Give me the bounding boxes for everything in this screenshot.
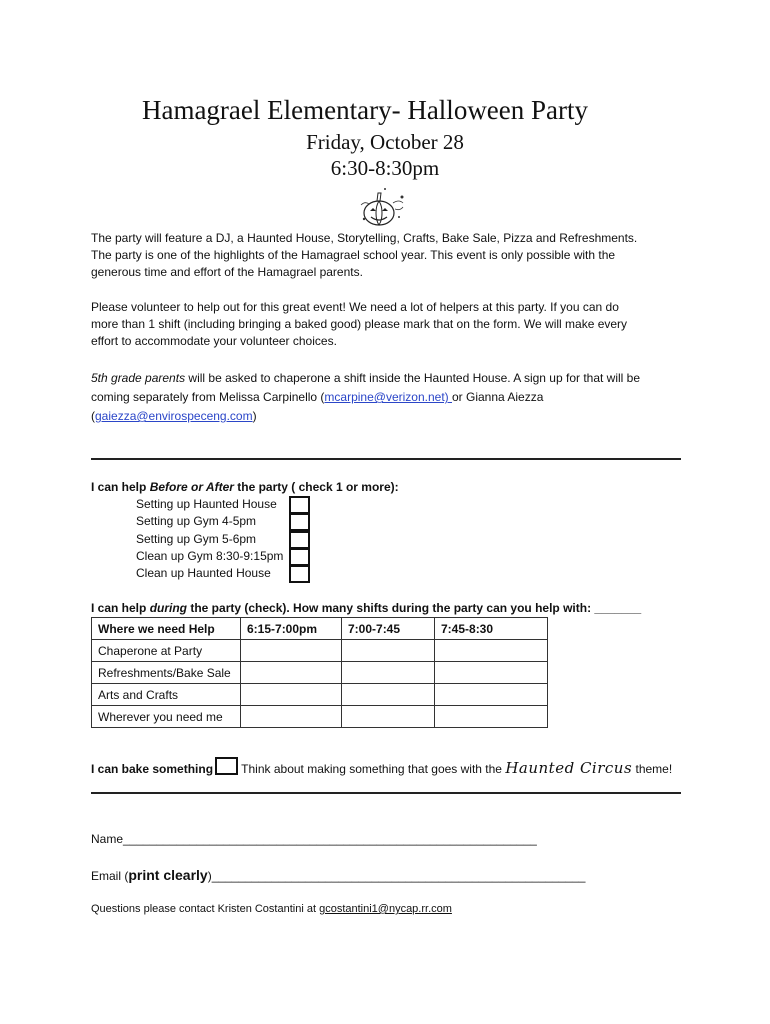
shift-option: Setting up Gym 4-5pm [136, 514, 257, 528]
fifth-grade-label: 5th grade parents [91, 371, 186, 385]
checkbox-cleanup-gym[interactable] [289, 548, 310, 566]
table-row [92, 640, 548, 662]
shifts-table [91, 617, 548, 728]
heading-text: I can help [91, 601, 150, 615]
checkbox-gym-5-6[interactable] [289, 531, 310, 549]
checkbox-bake[interactable] [215, 757, 238, 775]
heading-text: the party (check). How many shifts during the party can you help with: _______ [187, 601, 642, 615]
intro-line: effort to accommodate your volunteer choices. [91, 334, 337, 348]
bake-text: Think about making something that goes with the [238, 762, 506, 776]
row-label: Chaperone at Party [92, 640, 241, 662]
heading-emphasis: Before or After [149, 480, 234, 494]
shift-option: Setting up Haunted House [136, 497, 277, 511]
before-after-heading [91, 480, 399, 494]
email-label: Email ( [91, 869, 129, 883]
page-title: Hamagrael Elementary- Halloween Party [141, 95, 589, 125]
contact-line [91, 903, 452, 915]
print-clearly-note: print clearly [128, 867, 208, 883]
shift-cell[interactable] [435, 684, 548, 706]
intro-line [91, 388, 691, 407]
heading-text: the party ( check 1 or more): [233, 480, 399, 494]
intro-text: ) [252, 409, 257, 423]
intro-line: The party is one of the highlights of the Hamagrael school year. This event is only possible with the [91, 248, 616, 262]
shift-cell[interactable] [241, 684, 342, 706]
row-label: Arts and Crafts [92, 684, 241, 706]
checkbox-gym-4-5[interactable] [289, 513, 310, 531]
column-header: 6:15-7:00pm [241, 618, 342, 640]
intro-paragraph-3 [91, 369, 691, 426]
pumpkin-icon [355, 183, 411, 231]
shift-cell[interactable] [342, 706, 435, 728]
intro-line: Please volunteer to help out for this great event! We need a lot of helpers at this party. If you can do [91, 300, 619, 314]
shift-cell[interactable] [435, 662, 548, 684]
heading-emphasis: during [149, 601, 188, 615]
haunted-circus-theme: Haunted Circus [505, 759, 633, 777]
intro-line: The party will feature a DJ, a Haunted House, Storytelling, Crafts, Bake Sale, Pizza and Refreshments. [91, 231, 638, 245]
bake-label: I can bake something [91, 762, 214, 776]
checkbox-cleanup-haunted[interactable] [289, 565, 310, 583]
shift-cell[interactable] [241, 706, 342, 728]
intro-line: more than 1 shift (including bringing a baked good) please mark that on the form. We will make every [91, 317, 628, 331]
column-header: 7:45-8:30 [435, 618, 548, 640]
email-link-aiezza[interactable]: gaiezza@envirospeceng.com [95, 409, 253, 423]
row-label: Wherever you need me [92, 706, 241, 728]
contact-email-link[interactable]: gcostantini1@nycap.rr.com [319, 903, 452, 915]
shift-cell[interactable] [435, 640, 548, 662]
intro-text: coming separately from Melissa Carpinello ( [91, 390, 325, 404]
intro-text: or Gianna Aiezza [452, 390, 544, 404]
shift-option: Clean up Haunted House [136, 566, 271, 580]
intro-paragraph-1 [91, 230, 691, 281]
table-row [92, 662, 548, 684]
email-field[interactable] [91, 867, 585, 883]
bake-text: theme! [632, 762, 673, 776]
shift-cell[interactable] [241, 640, 342, 662]
divider [91, 458, 681, 460]
table-header-row [92, 618, 548, 640]
during-heading [91, 601, 641, 615]
shift-cell[interactable] [435, 706, 548, 728]
intro-text: will be asked to chaperone a shift inside the Haunted House. A sign up for that will be [185, 371, 641, 385]
event-date: Friday, October 28 [306, 130, 464, 154]
column-header: 7:00-7:45 [342, 618, 435, 640]
shift-cell[interactable] [342, 640, 435, 662]
intro-line: generous time and effort of the Hamagrael parents. [91, 265, 363, 279]
intro-line [91, 369, 691, 388]
shift-cell[interactable] [342, 684, 435, 706]
column-header: Where we need Help [92, 618, 241, 640]
name-field[interactable]: Name______________________________________________________________ [91, 832, 537, 846]
divider [91, 792, 681, 794]
intro-line [91, 407, 691, 426]
shift-cell[interactable] [342, 662, 435, 684]
row-label: Refreshments/Bake Sale [92, 662, 241, 684]
contact-text: Questions please contact Kristen Costantini at [91, 903, 320, 915]
checkbox-haunted-setup[interactable] [289, 496, 310, 514]
intro-paragraph-2 [91, 299, 691, 350]
intro-text: ( [91, 409, 95, 423]
table-row [92, 706, 548, 728]
heading-text: I can help [91, 480, 150, 494]
event-time: 6:30-8:30pm [330, 156, 440, 180]
email-link-carpinello[interactable]: mcarpine@verizon.net) [324, 390, 452, 404]
bake-line [91, 757, 672, 777]
shift-option: Clean up Gym 8:30-9:15pm [136, 549, 284, 563]
table-row [92, 684, 548, 706]
shift-cell[interactable] [241, 662, 342, 684]
email-line: )________________________________________________________ [207, 869, 586, 883]
shift-option: Setting up Gym 5-6pm [136, 532, 257, 546]
